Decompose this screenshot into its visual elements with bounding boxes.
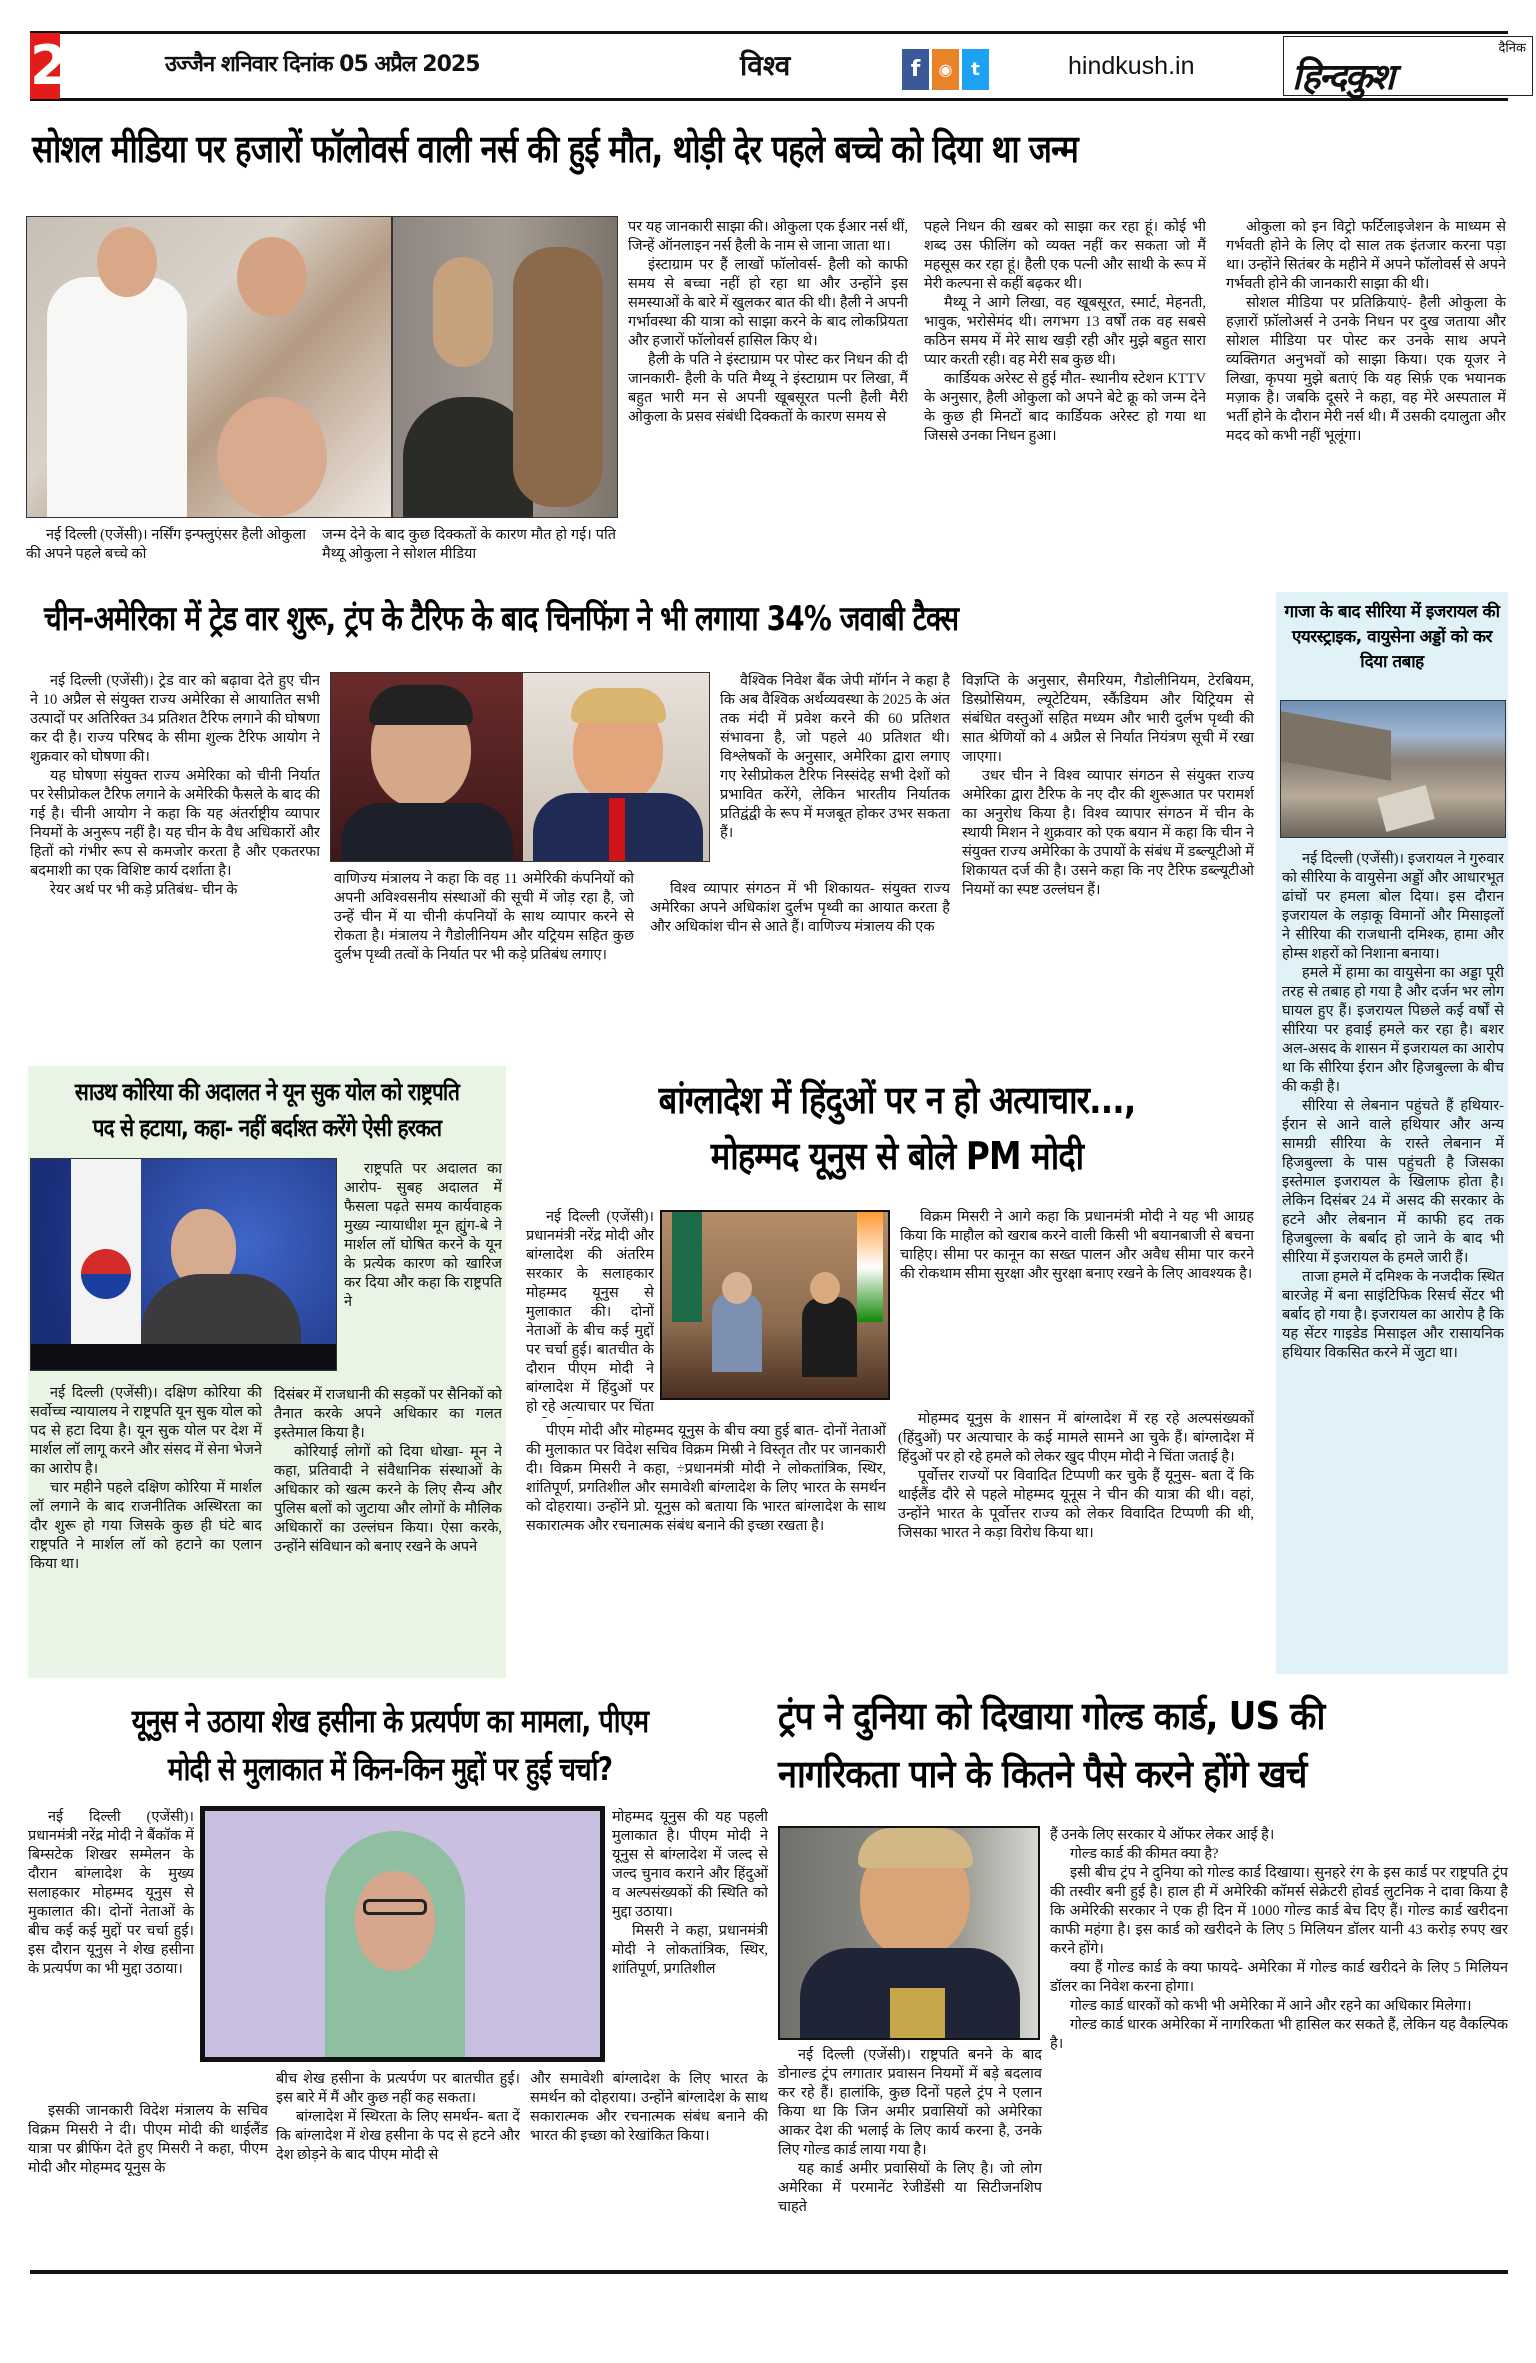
logo-small-text: दैनिक bbox=[1498, 40, 1526, 55]
story6-col2: हैं उनके लिए सरकार ये ऑफर लेकर आई है। गोल्ड कार्ड की कीमत क्या है? इसी बीच ट्रंप ने दुनिया को गोल्ड कार्ड दिखाया। सुनहरे रंग के इस कार्ड पर राष्ट्रपति ट्रंप की तस्वीर बनी हुई है। हाल ही में अमेरिकी कॉमर्स सेक्रेटरी होवर्ड लुटनिक ने दावा किया है कि अमेरिकी सरकार ने एक ही दिन में 1000 गोल्ड कार्ड बेच दिए हैं। गोल्ड कार्ड खरीदना काफी महंगा है। इस कार्ड को खरीदने के लिए 5 मिलियन डॉलर यानी 43 करोड़ रुपए खर करने होंगे। क्या हैं गोल्ड कार्ड के क्या फायदे- अमेरिका में गोल्ड कार्ड खरीदने के लिए 5 मिलियन डॉलर का निवेश करना होगा। गोल्ड कार्ड धारकों को कभी भी अमेरिका में आने और रहने का अधिकार मिलेगा। गोल्ड कार्ड धारक अमेरिका में नागरिकता भी हासिल कर सकते हैं, लेकिन यह वैकल्पिक है। bbox=[1050, 1827, 1508, 2052]
story3-right-top: राष्ट्रपति पर अदालत का आरोप- सुबह अदालत में फैसला पढ़ते समय कार्यवाहक मुख्य न्यायाधीश मून ह्युंग-बे ने मार्शल लॉ घोषित करने के यून के प्रत्येक कारण को खारिज कर दिया और कहा कि राष्ट्रपति ने bbox=[344, 1161, 502, 1310]
nurse-with-dog-photo bbox=[392, 216, 618, 518]
story3-col2: दिसंबर में राजधानी की सड़कों पर सैनिकों को तैनात करके अपने अधिकार का गलत इस्तेमाल किया है। कोरियाई लोगों को दिया धोखा- मून ने कहा, प्रतिवादी ने संवैधानिक संस्थाओं के अधिकार को खत्म करने के लिए सैन्य और पुलिस बलों को जुटाया और लोगों के मौलिक अधिकारों का उल्लंघन किया। ऐसा करके, उन्होंने संविधान को बनाए रखने के अपने bbox=[274, 1387, 502, 1555]
story5-headline-line1: यूनुस ने उठाया शेख हसीना के प्रत्यर्पण का मामला, पीएम bbox=[131, 1702, 649, 1740]
story3-col1: नई दिल्ली (एजेंसी)। दक्षिण कोरिया की सर्वोच्च न्यायालय ने राष्ट्रपति यून सुक योल को पद से हटा दिया है। यून सुक योल पर देश में मार्शल लॉ लागू करने और संसद में सेना भेजने का आरोप है। चार महीने पहले दक्षिण कोरिया में मार्शल लॉ लगाने के बाद राजनीतिक अस्थिरता का दौर शुरू हो गया जिसके कुछ ही घंटे बाद राष्ट्रपति ने मार्शल लॉ को हटाने का एलान किया था। bbox=[30, 1385, 262, 1572]
website-link[interactable]: hindkush.in bbox=[1068, 52, 1195, 80]
page-number: 2 bbox=[30, 34, 68, 97]
story2-col2: वाणिज्य मंत्रालय ने कहा कि वह 11 अमेरिकी कंपनियों को अपनी अविश्वसनीय संस्थाओं की सूची में जोड़ रहा है, जो उन्हें चीन में या चीनी कंपनियों के साथ व्यापार करने से रोकता है। मंत्रालय ने गैडोलीनियम और यट्रियम सहित कुछ दुर्लभ पृथ्वी तत्वों के निर्यात पर भी कड़े प्रतिबंध लगाए। bbox=[334, 871, 634, 963]
story2-col4: विज्ञप्ति के अनुसार, सैमरियम, गैडोलीनियम, टेरबियम, डिस्प्रोसियम, ल्यूटेटियम, स्कैंडियम और यिट्रियम से संबंधित वस्तुओं सहित मध्यम और भारी दुर्लभ पृथ्वी की सात श्रेणियों को 4 अप्रैल से निर्यात नियंत्रण सूची में रखा जाएगा। उधर चीन ने विश्व व्यापार संगठन से संयुक्त राज्य अमेरिका द्वारा टैरिफ के नए दौर की शुरूआत पर परामर्श का अनुरोध किया है। विश्व व्यापार संगठन में चीन के स्थायी मिशन ने शुक्रवार को एक बयान में कहा कि चीन ने संयुक्त राज्य अमेरिका के उपायों के संबंध में डब्ल्यूटीओ में शिकायत दर्ज की है। उसने कहा कि नए टैरिफ डब्ल्यूटीओ नियमों का स्पष्ट उल्लंघन हैं। bbox=[962, 673, 1254, 898]
story2-col1: नई दिल्ली (एजेंसी)। ट्रेड वार को बढ़ावा देते हुए चीन ने 10 अप्रैल से संयुक्त राज्य अमेरिका से आयातित सभी उत्पादों पर अतिरिक्त 34 प्रतिशत टैरिफ लगाने की घोषणा कर दी है। राज्य परिषद के सीमा शुल्क टैरिफ आयोग ने शुक्रवार को घोषणा की। यह घोषणा संयुक्त राज्य अमेरिका को चीनी निर्यात पर रेसीप्रोकल टैरिफ लगाने के अमेरिकी फैसले के बाद की गई है। चीनी आयोग ने कहा कि यह अंतर्राष्ट्रीय व्यापार नियमों के अनुरूप नहीं है। यह चीन के वैध अधिकारों और हितों को गंभीर रूप से कमजोर करता है और एकतरफा बदमाशी का एक विशिष्ट कार्य दर्शाता है। रेयर अर्थ पर भी कड़े प्रतिबंध- चीन के bbox=[30, 673, 320, 898]
sidebar-body: नई दिल्ली (एजेंसी)। इजरायल ने गुरुवार को सीरिया के वायुसेना अड्डों और आधारभूत ढांचों पर हमला बोल दिया। इस दौरान इजरायल के लड़ाकू विमानों और मिसाइलों ने सीरिया की राजधानी दमिश्क, हामा और होम्स शहरों को निशाना बनाया। हमले में हामा का वायुसेना का अड्डा पूरी तरह से तबाह हो गया है और दर्जन भर लोग घायल हुए हैं। इजरायल पिछले कई वर्षों से सीरिया पर हवाई हमले कर रहा है। बशर अल-असद के शासन में इजरायल का आरोप था कि सीरिया ईरान और हिजबुल्ला के बीच की कड़ी है। सीरिया से लेबनान पहुंचते हैं हथियार- ईरान से आने वाले हथियार और अन्य सामग्री सीरिया के रास्ते लेबनान में हिजबुल्ला के पास पहुंचती है जिसका इस्तेमाल इजरायल के खिलाफ होता है। लेकिन दिसंबर 24 में असद की सरकार के हटने और लेबनान में काफी हद तक हिजबुल्ला के बर्बाद हो जाने के बाद भी सीरिया में इजरायल के हमले जारी हैं। ताजा हमले में दमिश्क के नजदीक स्थित बारजेह में बना साइंटिफिक रिसर्च सेंटर भी बर्बाद हो गया है। इजरायल का आरोप है कि यह सेंटर गाइडेड मिसाइल और रासायनिक हथियार विकसित करने में जुटा था। bbox=[1282, 851, 1504, 1361]
airstrike-rubble-photo bbox=[1280, 700, 1506, 838]
facebook-icon[interactable]: f bbox=[902, 49, 929, 90]
story6-headline-line1: ट्रंप ने दुनिया को दिखाया गोल्ड कार्ड, US की bbox=[778, 1694, 1325, 1738]
logo-text: हिन्दकुश bbox=[1292, 56, 1393, 98]
story4-col1: नई दिल्ली (एजेंसी)। प्रधानमंत्री नरेंद्र मोदी और बांग्लादेश की अंतरिम सरकार के सलाहकार मोहम्मद यूनुस से मुलाकात की। दोनों नेताओं के बीच कई मुद्दों पर चर्चा हुई। बातचीत के दौरान पीएम मोदी ने बांग्लादेश में हिंदुओं पर हो रहे अत्याचार पर चिंता bbox=[526, 1209, 654, 1415]
xi-trump-photo bbox=[330, 672, 710, 862]
footer-rule bbox=[30, 2270, 1508, 2274]
story1-col4: पहले निधन की खबर को साझा कर रहा हूं। कोई भी शब्द उस फीलिंग को व्यक्त नहीं कर सकता जो मैं महसूस कर रहा हूं। हैली एक पत्नी और साथी के रूप में मेरी कल्पना से कहीं बढ़कर थी। मैथ्यू ने आगे लिखा, वह खूबसूरत, स्मार्ट, मेहनती, भावुक, भरोसेमंद थी। लगभग 13 वर्षों तक वह सबसे कठिन समय में मेरे साथ खड़ी रही और मुझे बहुत सारा प्यार करती रही। वह मेरी सब कुछ थी। कार्डियक अरेस्ट से हुई मौत- स्थानीय स्टेशन KTTV के अनुसार, हैली ओकुला को अपने बेटे क्रू को जन्म देने के कुछ ही मिनटों बाद कार्डियक अरेस्ट हो गया था जिससे उनका निधन हुआ। bbox=[924, 219, 1206, 444]
story1-headline: सोशल मीडिया पर हजारों फॉलोवर्स वाली नर्स की हुई मौत, थोड़ी देर पहले बच्चे को दिया था जन्म bbox=[32, 127, 1078, 171]
rss-icon[interactable]: ◉ bbox=[932, 49, 959, 90]
story2-col3-top: वैश्विक निवेश बैंक जेपी मॉर्गन ने कहा है कि अब वैश्विक अर्थव्यवस्था के 2025 के अंत तक मंदी में प्रवेश करने की 60 प्रतिशत संभावना है, जो पहले 40 प्रतिशत थी। विश्लेषकों के अनुसार, अमेरिका द्वारा लगाए गए रेसीप्रोकल टैरिफ निस्संदेह सभी देशों को प्रभावित करेंगे, लेकिन भारतीय निर्यातक प्रतिद्वंद्वी के रूप में मजबूत होकर उभर सकता हैं। bbox=[720, 673, 950, 841]
story3-headline-line2: पद से हटाया, कहा- नहीं बर्दाश्त करेंगे ऐसी हरकत bbox=[92, 1114, 442, 1142]
story3-headline-line1: साउथ कोरिया की अदालत ने यून सुक योल को राष्ट्रपति bbox=[74, 1078, 460, 1106]
story1-col5: ओकुला को इन विट्रो फर्टिलाइजेशन के माध्यम से गर्भवती होने के लिए दो साल तक इंतजार करना पड़ा था। उन्होंने सितंबर के महीने में अपने फॉलोवर्स से अपने गर्भवती होने की जानकारी साझा की थी। सोशल मीडिया पर प्रतिक्रियाएं- हैली ओकुला के हज़ारों फ़ॉलोअर्स ने उनके निधन पर दुख जताया और सोशल मीडिया पर पोस्ट कर उनके साथ अपने व्यक्तिगत अनुभवों को साझा किया। एक यूजर ने लिखा, कृपया मुझे बताएं कि यह सिर्फ़ एक भयानक मज़ाक है। जबकि दूसरे ने कहा, वह मेरे अस्पताल में भर्ती होने के दौरान मेरी नर्स थी। मैं उसकी दयालुता और मदद को कभी नहीं भूलूंगा। bbox=[1226, 219, 1506, 444]
section-title: विश्व bbox=[740, 49, 791, 82]
story4-bottom-left: पीएम मोदी और मोहम्मद यूनुस के बीच क्या हुई बात- दोनों नेताओं की मुलाकात पर विदेश सचिव विक्रम मिस्री ने विस्तृत तौर पर जानकारी दी। विक्रम मिसरी ने कहा, ÷प्रधानमंत्री मोदी ने लोकतांत्रिक, स्थिर, शांतिपूर्ण, प्रगतिशील और समावेशी बांग्लादेश के लिए भारत के समर्थन को दोहराया। उन्होंने प्रो. यूनुस को बताया कि भारत बांग्लादेश के साथ सकारात्मक और रचनात्मक संबंध बनाने की इच्छा रखता है। bbox=[526, 1423, 886, 1534]
yoon-suk-yeol-photo bbox=[30, 1158, 337, 1371]
story5-col2: बीच शेख हसीना के प्रत्यर्पण पर बातचीत हुई। इस बारे में मैं और कुछ नहीं कह सकता। बांग्लादेश में स्थिरता के लिए समर्थन- बता दें कि बांग्लादेश में शेख हसीना के पद से हटने और देश छोड़ने के बाद पीएम मोदी से bbox=[276, 2071, 520, 2163]
story4-headline-line1: बांग्लादेश में हिंदुओं पर न हो अत्याचार..., bbox=[658, 1078, 1136, 1122]
story5-col1: नई दिल्ली (एजेंसी)। प्रधानमंत्री नरेंद्र मोदी ने बैंकॉक में बिम्सटेक शिखर सम्मेलन के दौरान बांग्लादेश के मुख्य सलाहकार मोहम्मद यूनुस से मुकालात की। दोनों नेताओं के बीच कई कई मुद्दों पर चर्चा हुई। इस दौरान यूनुस ने शेख हसीना के प्रत्यर्पण का भी मुद्दा उठाया। bbox=[28, 1809, 194, 1977]
story6-col1: नई दिल्ली (एजेंसी)। राष्ट्रपति बनने के बाद डोनाल्ड ट्रंप लगातार प्रवासन नियमों में बड़े बदलाव कर रहे हैं। हालांकि, कुछ दिनों पहले ट्रंप ने एलान किया था कि जिन अमीर प्रवासियों को अमेरिका आकर देश की भलाई के लिए कार्य करना है, उनके लिए गोल्ड कार्ड लाया गया है। यह कार्ड अमीर प्रवासियों के लिए है। जो लोग अमेरिका में परमानेंट रेजीडेंसी या सिटीजनशिप चाहते bbox=[778, 2047, 1042, 2215]
trump-gold-card-photo bbox=[778, 1826, 1040, 2040]
twitter-icon[interactable]: t bbox=[962, 49, 989, 90]
story2-headline: चीन-अमेरिका में ट्रेड वार शुरू, ट्रंप के टैरिफ के बाद चिनफिंग ने भी लगाया 34% जवाबी टैक्स bbox=[44, 599, 959, 639]
story4-headline-line2: मोहम्मद यूनुस से बोले PM मोदी bbox=[710, 1134, 1084, 1178]
sidebar-headline: गाजा के बाद सीरिया में इजरायल की एयरस्ट्राइक, वायुसेना अड्डों को कर दिया तबाह bbox=[1284, 602, 1500, 672]
story1-col2: जन्म देने के बाद कुछ दिक्कतों के कारण मौत हो गई। पति मैथ्यू ओकुला ने सोशल मीडिया bbox=[322, 527, 616, 562]
story6-headline-line2: नागरिकता पाने के कितने पैसे करने होंगे खर्च bbox=[778, 1752, 1307, 1796]
newspaper-logo bbox=[1283, 36, 1533, 96]
story4-bottom-right: मोहम्मद यूनुस के शासन में बांग्लादेश में रह रहे अल्पसंख्यकों (हिंदुओं) पर अत्याचार के कई मामले सामने आ चुके हैं। बांग्लादेश में हिंदुओं पर हो रहे हमले को लेकर खुद पीएम मोदी ने चिंता जताई है। पूर्वोत्तर राज्यों पर विवादित टिप्पणी कर चुके हैं यूनुस- बता दें कि थाईलैंड दौरे से पहले मोहम्मद यूनूस ने चीन की यात्रा की थी। वहां, उन्होंने भारत के पूर्वोत्तर राज्य को लेकर विवादित टिप्पणी की थी, जिसका भारत ने कड़ा विरोध किया था। bbox=[898, 1411, 1254, 1541]
sheikh-hasina-photo bbox=[200, 1806, 605, 2062]
modi-yunus-meeting-photo bbox=[660, 1210, 890, 1400]
story1-col1: नई दिल्ली (एजेंसी)। नर्सिंग इन्फ्लुएंसर हैली ओकुला की अपने पहले बच्चे को bbox=[26, 527, 306, 562]
couple-photo bbox=[26, 216, 392, 518]
story4-col-right: विक्रम मिसरी ने आगे कहा कि प्रधानमंत्री मोदी ने यह भी आग्रह किया कि माहौल को खराब करने वाली किसी भी बयानबाजी से बचना चाहिए। सीमा पर कानून का सख्त पालन और अवैध सीमा पार करने की रोकथाम सीमा सुरक्षा और सुरक्षा बनाए रखने के लिए आवश्यक है। bbox=[900, 1209, 1254, 1282]
story5-col1-bottom: इसकी जानकारी विदेश मंत्रालय के सचिव विक्रम मिसरी ने दी। पीएम मोदी की थाईलैंड यात्रा पर ब्रीफिंग देते हुए मिसरी ने कहा, पीएम मोदी और मोहम्मद यूनुस के bbox=[28, 2103, 268, 2176]
story5-headline-line2: मोदी से मुलाकात में किन-किन मुद्दों पर हुई चर्चा? bbox=[167, 1750, 613, 1788]
story5-col3: मोहम्मद यूनुस की यह पहली मुलाकात है। पीएम मोदी ने यूनुस से बांग्लादेश में जल्द से जल्द चुनाव कराने और हिंदुओं व अल्पसंख्यकों की स्थिति को मुद्दा उठाया। मिसरी ने कहा, प्रधानमंत्री मोदी ने लोकतांत्रिक, स्थिर, शांतिपूर्ण, प्रगतिशील bbox=[612, 1809, 768, 1977]
dateline: उज्जैन शनिवार दिनांक 05 अप्रैल 2025 bbox=[165, 52, 480, 77]
story2-col3: विश्व व्यापार संगठन में भी शिकायत- संयुक्त राज्य अमेरिका अपने अधिकांश दुर्लभ पृथ्वी का आयात करता है और अधिकांश चीन से आते हैं। वाणिज्य मंत्रालय की एक bbox=[650, 881, 950, 935]
story5-col3-bottom: और समावेशी बांग्लादेश के लिए भारत के समर्थन को दोहराया। उन्होंने बांग्लादेश के साथ सकारात्मक और रचनात्मक संबंध बनाने की भारत की इच्छा को रेखांकित किया। bbox=[530, 2071, 768, 2144]
story1-col3: पर यह जानकारी साझा की। ओकुला एक ईआर नर्स थीं, जिन्हें ऑनलाइन नर्स हैली के नाम से जाना जाता था। इंस्टाग्राम पर हैं लाखों फॉलोवर्स- हैली को काफी समय से बच्चा नहीं हो रहा था और उन्होंने इस समस्याओं के बारे में खुलकर बात की थी। हैली ने अपनी गर्भावस्था की यात्रा को साझा करने के बाद लोकप्रियता और हजारों फॉलोवर्स हासिल किए थे। हैली के पति ने इंस्टाग्राम पर पोस्ट कर निधन की दी जानकारी- हैली के पति मैथ्यू ने इंस्टाग्राम पर लिखा, मैं बहुत भारी मन से अपनी खूबसूरत पत्नी हैली मैरी ओकुला के प्रसव संबंधी दिक्कतों के कारण समय से bbox=[628, 219, 908, 425]
